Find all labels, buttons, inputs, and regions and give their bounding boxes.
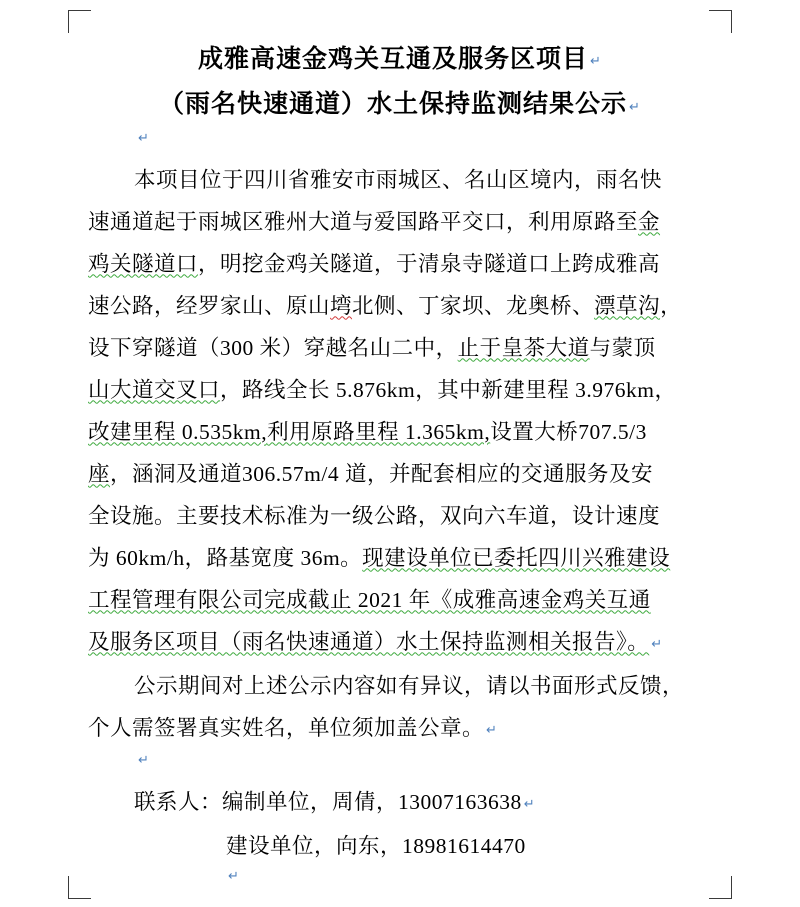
spellcheck-text-run: 现建设单位已委托四川兴雅建设 — [362, 545, 671, 570]
spellcheck-text-run: 座 — [88, 461, 111, 486]
paragraph-mark-icon: ↵ — [228, 867, 239, 883]
paragraph-mark-icon: ↵ — [651, 635, 663, 651]
text-run: ， — [660, 293, 683, 318]
document-title — [88, 38, 712, 129]
text-run: ，涵洞及通道306.57m/4 道，并配套相应的交通服务及安 — [110, 461, 653, 486]
document-body — [88, 38, 712, 907]
paragraph-line — [88, 621, 712, 665]
contact-label-1: 联系人：编制单位，周倩， — [134, 789, 399, 814]
crop-mark-top-left — [68, 10, 91, 33]
paragraph-line — [88, 495, 712, 537]
spellcheck-text-run: 工程管理有限公司完成截止 2021 年《成雅高速金鸡关互通 — [88, 587, 651, 612]
spellcheck-text-run: 金 — [638, 209, 661, 234]
text-run: 公示期间对上述公示内容如有异议，请以书面形式反馈， — [134, 673, 685, 698]
paragraph-line — [88, 159, 712, 201]
text-run: 为 60km/h，路基宽度 36m。 — [88, 545, 363, 570]
spellcheck-text-run: 山大道交叉口 — [88, 377, 221, 402]
paragraph-line — [88, 537, 712, 579]
empty-line-after-title — [88, 129, 712, 159]
text-run: 设置大桥707.5/3 — [490, 419, 647, 444]
title-text-1: 成雅高速金鸡关互通及服务区项目 — [198, 46, 589, 73]
title-text-2: （雨名快速通道）水土保持监测结果公示 — [159, 91, 628, 119]
contact-phone-2: 18981614470 — [402, 833, 526, 858]
paragraph-line — [88, 369, 712, 411]
crop-mark-top-right — [709, 10, 732, 33]
text-run: 设下穿隧道（300 米）穿越名山二中， — [88, 335, 458, 360]
paragraph-project-description — [88, 159, 712, 665]
contact-line-2 — [88, 825, 712, 867]
paragraph-mark-icon: ↵ — [486, 721, 498, 737]
contact-label-2: 建设单位，向东， — [226, 833, 403, 858]
paragraph-line — [88, 707, 712, 751]
paragraph-line — [88, 243, 712, 285]
text-run: 速公路，经罗家山、原山 — [88, 293, 331, 318]
paragraph-mark-icon: ↵ — [523, 795, 536, 811]
spellcheck-text-run: 利用原路里程 1.365km, — [267, 419, 491, 444]
text-run: ，路线全长 5.876km，其中新建里程 3.976km， — [220, 377, 677, 402]
paragraph-line — [88, 665, 712, 707]
spellcheck-text-run: 及服务区项目（雨名快速通道）水土保持监测相关报告》。 — [88, 629, 650, 654]
paragraph-line — [88, 579, 712, 621]
paragraph-feedback-notice — [88, 665, 712, 751]
spellcheck-text-run: 漂草沟 — [594, 293, 661, 318]
paragraph-mark-icon: ↵ — [629, 98, 641, 114]
paragraph-mark-icon: ↵ — [138, 751, 149, 767]
text-run: ，明挖金鸡关隧道，于清泉寺隧道口上跨成雅高 — [198, 251, 661, 276]
paragraph-mark-icon: ↵ — [590, 53, 602, 69]
paragraph-line — [88, 411, 712, 453]
text-run: 全设施。主要技术标准为一级公路，双向六车道，设计速度 — [88, 503, 661, 528]
crop-mark-bottom-right — [709, 876, 732, 899]
contact-line-1 — [88, 781, 712, 825]
contact-phone-1: 13007163638 — [398, 789, 522, 814]
spellcheck-text-run: 改建里程 0.535km, — [88, 419, 268, 444]
spellcheck-text-run: 鸡关隧道口 — [88, 251, 199, 276]
spellcheck-text-run: 止于皇茶大道 — [457, 335, 590, 360]
text-run: 与蒙顶 — [589, 335, 656, 360]
paragraph-mark-icon: ↵ — [138, 129, 149, 145]
text-run: 本项目位于四川省雅安市雨城区、名山区境内，雨名快 — [134, 167, 663, 192]
text-run: 北侧、丁家坝、龙奥桥、 — [352, 293, 595, 318]
text-run: 个人需签署真实姓名，单位须加盖公章。 — [88, 715, 485, 740]
text-run: 速通道起于雨城区雅州大道与爱国路平交口，利用原路至 — [88, 209, 639, 234]
paragraph-line — [88, 201, 712, 243]
paragraph-line — [88, 453, 712, 495]
title-line-1 — [88, 38, 712, 83]
contact-block — [88, 781, 712, 867]
empty-line-before-contact — [88, 751, 712, 781]
title-line-2 — [88, 83, 712, 128]
paragraph-line — [88, 285, 712, 327]
empty-line-end — [88, 867, 712, 907]
spellcheck-text-run: 塆 — [330, 293, 353, 318]
paragraph-line — [88, 327, 712, 369]
